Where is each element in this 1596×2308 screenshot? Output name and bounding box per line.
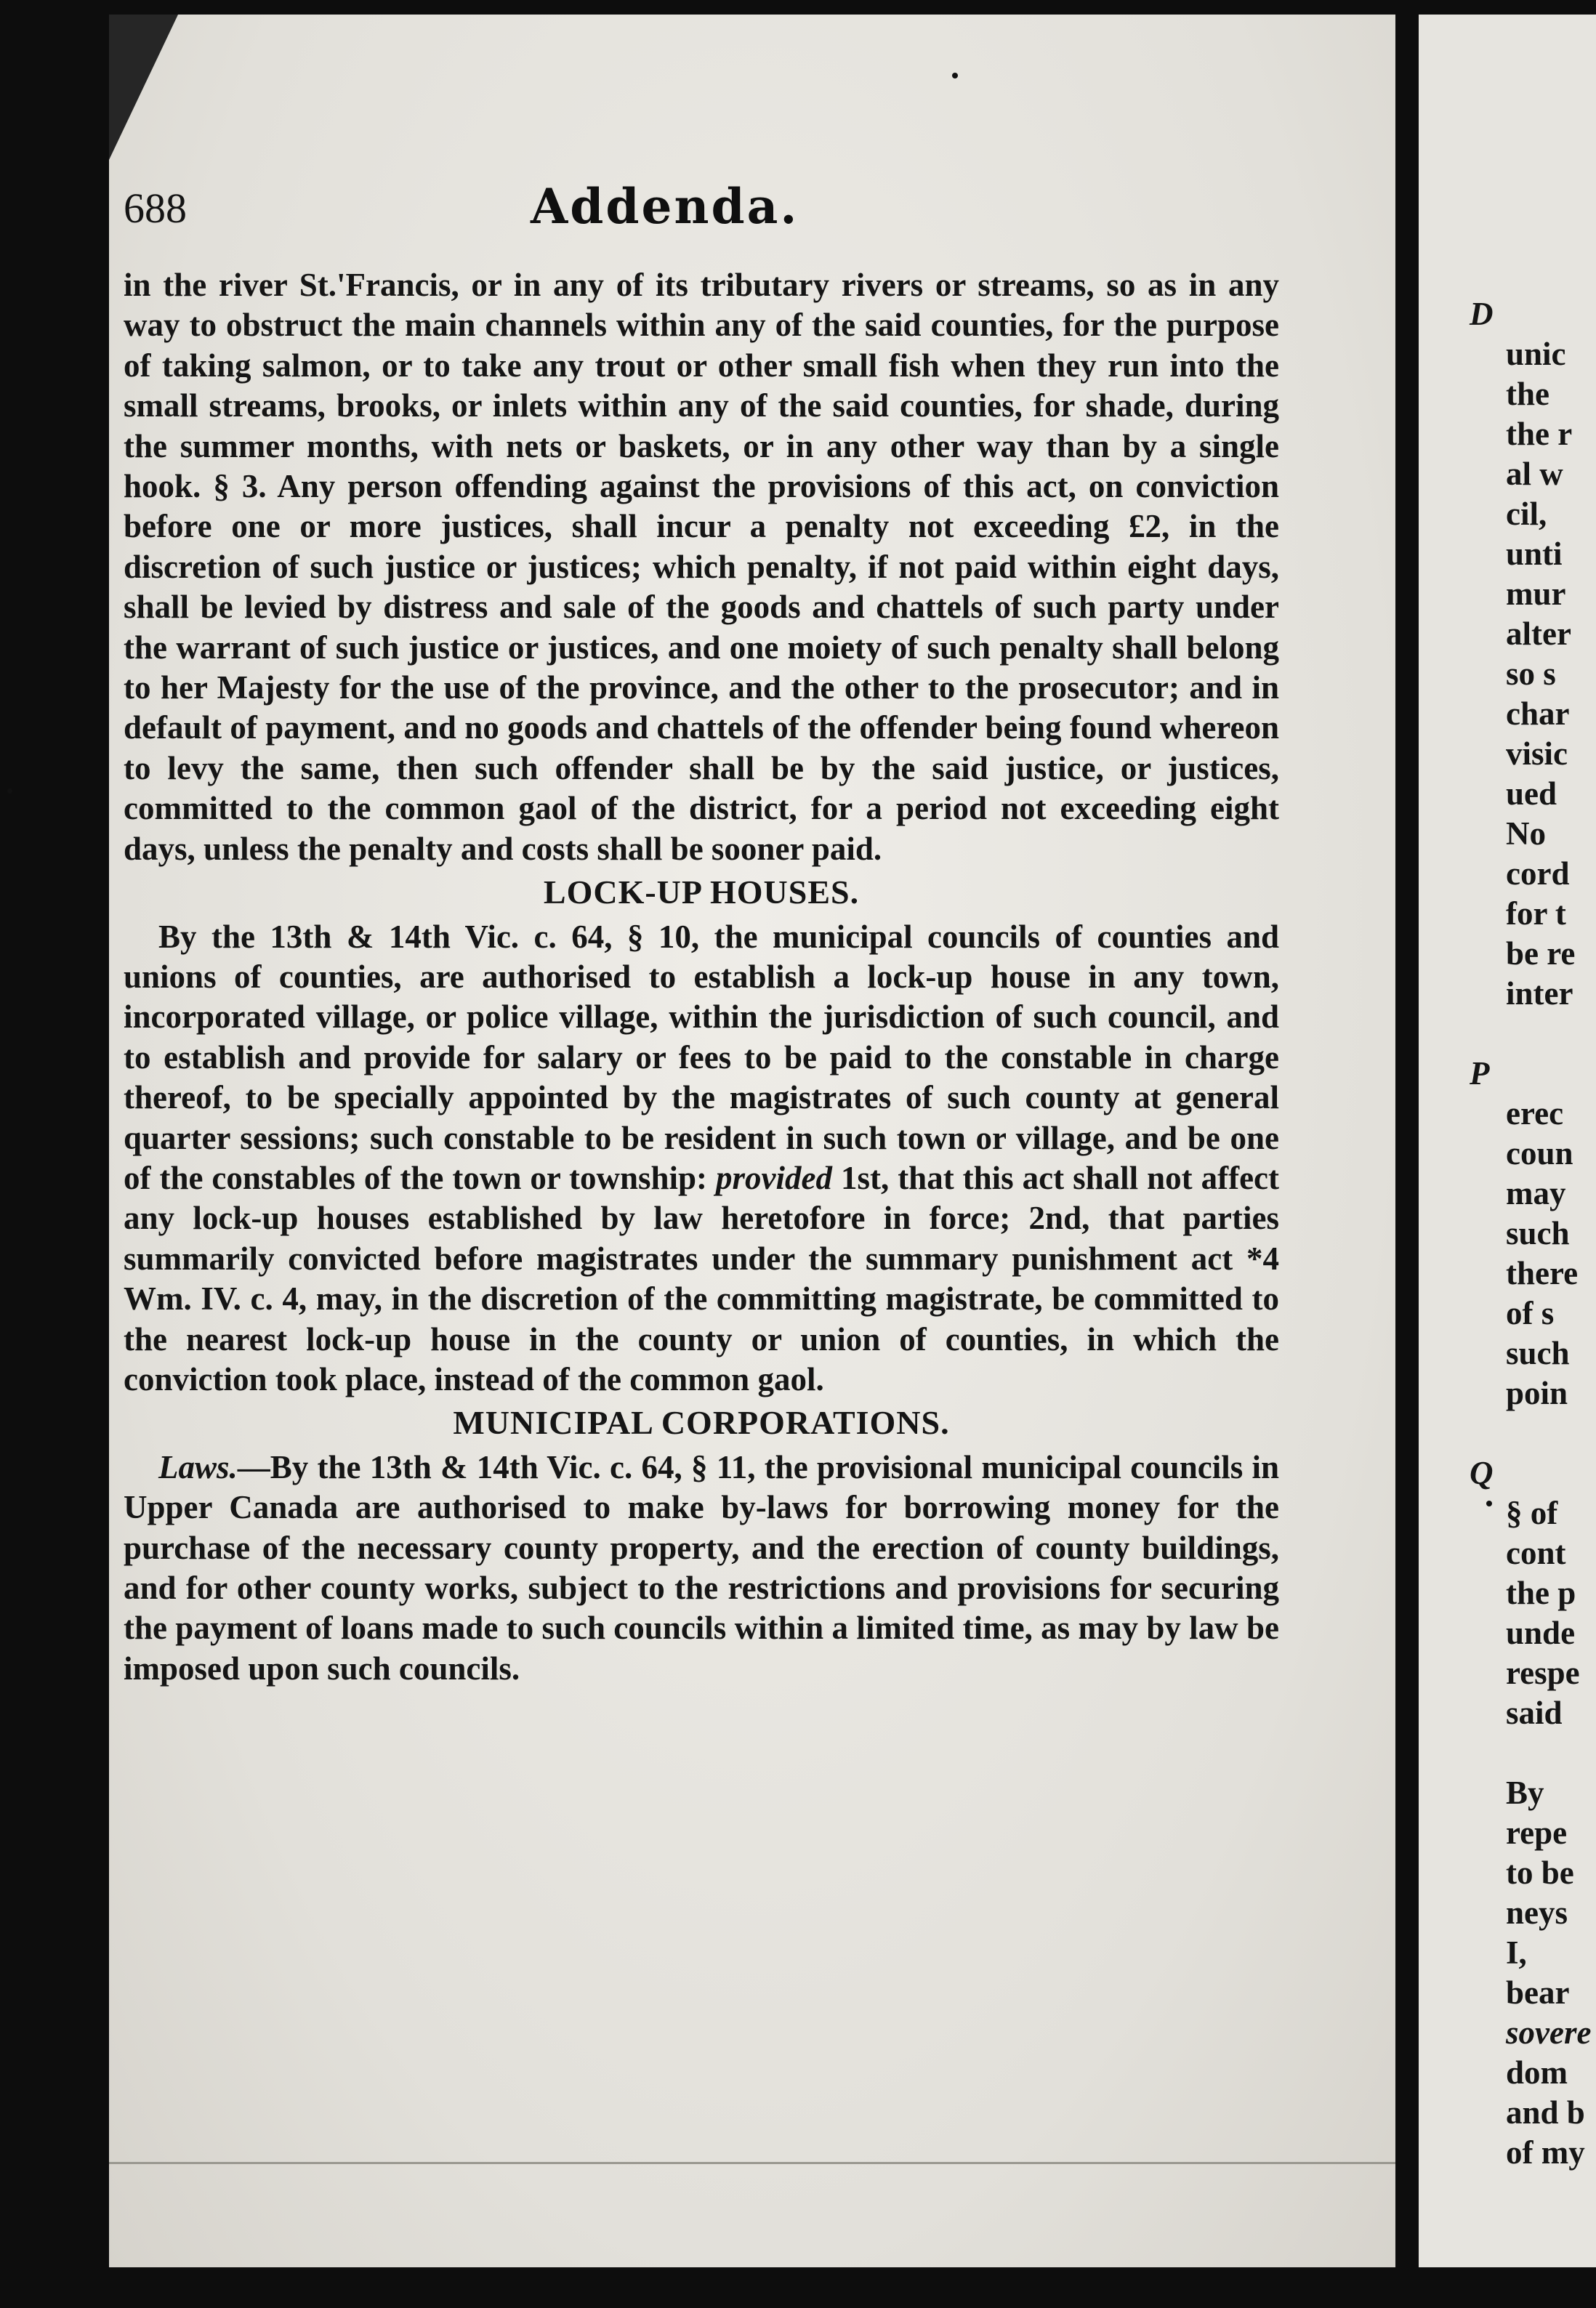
facing-page-line: ued	[1506, 775, 1557, 812]
facing-page-line: unti	[1506, 536, 1563, 572]
paragraph-lock-up-houses	[124, 917, 1279, 1400]
facing-page-line: bear	[1506, 1974, 1570, 2011]
facing-page-line: alter	[1506, 616, 1571, 652]
paragraph-lock-up-text-b: 1st, that this act shall not affect any lock-up houses established by law heretofore in force; 2nd, that parties summarily convicted before magistrates under the summary punishment act *4 Wm. IV. c. 4, may, in the discretion of the committing magistrate, be committed to the nearest lock-up house in the county or union of counties, in which the conviction took place, instead of the common gaol.	[124, 1159, 1280, 1397]
facing-page-line: such	[1506, 1335, 1570, 1371]
paragraph-municipal-laws	[124, 1448, 1279, 1689]
facing-page-line: the	[1506, 376, 1549, 412]
facing-page-line: P	[1470, 1055, 1490, 1092]
facing-page-line: there	[1506, 1255, 1579, 1291]
print-speck	[7, 788, 12, 794]
facing-page-line: char	[1506, 695, 1570, 732]
page-header	[124, 178, 1272, 243]
facing-page-line: for t	[1506, 895, 1566, 932]
laws-label: Laws.	[158, 1448, 238, 1485]
facing-page-line: D	[1470, 296, 1494, 332]
facing-page-line: Q	[1470, 1455, 1494, 1491]
facing-page-line: may	[1506, 1175, 1566, 1211]
facing-page-line: I,	[1506, 1934, 1527, 1971]
page-bottom-edge	[109, 2162, 1395, 2164]
facing-page-line: By	[1506, 1775, 1544, 1811]
print-speck	[1486, 1501, 1492, 1506]
facing-page-line: cil,	[1506, 496, 1547, 532]
facing-page-line: al w	[1506, 456, 1563, 492]
facing-page-line: unde	[1506, 1615, 1576, 1651]
facing-page-line: the p	[1506, 1575, 1576, 1611]
facing-page-line: unic	[1506, 336, 1566, 372]
page-number: 688	[124, 185, 187, 232]
facing-page-line: neys	[1506, 1895, 1568, 1931]
facing-page-line: respe	[1506, 1655, 1580, 1691]
facing-page-line: the r	[1506, 416, 1573, 452]
page-corner-shadow	[109, 15, 178, 160]
heading-municipal-corporations: MUNICIPAL CORPORATIONS.	[453, 1404, 950, 1442]
paragraph-fisheries: in the river St.'Francis, or in any of its tributary rivers or streams, so as in any way to obstruct the main channels within any of the said counties, for the purpose of taking salmon, or to take any trout or other small fish when they run into the small streams, brooks, or inlets within any of the said counties, for shade, during the summer months, with nets or baskets, or in any other way than by a single hook. § 3. Any person offending against the provisions of this act, on conviction before one or more justices, shall incur a penalty not exceeding £2, in the discretion of such justice or justices; which penalty, if not paid within eight days, shall be levied by distress and sale of the goods and chattels of such party under the warrant of such justice or justices, and one moiety of such penalty shall belong to her Majesty for the use of the province, and the other to the prosecutor; and in default of payment, and no goods and chattels of the offender being found whereon to levy the same, then such offender shall be by the said justice, or justices, committed to the common gaol of the district, for a period not exceeding eight days, unless the penalty and costs shall be sooner paid.	[124, 267, 1279, 867]
facing-page-line: such	[1506, 1215, 1570, 1251]
facing-page-line: of s	[1506, 1295, 1555, 1331]
facing-page-line: repe	[1506, 1815, 1568, 1851]
provided-word: provided	[716, 1159, 832, 1196]
facing-page-line: dom	[1506, 2054, 1568, 2091]
facing-page-line: to be	[1506, 1855, 1574, 1891]
facing-page-line: § of	[1506, 1495, 1558, 1531]
facing-page-line: cont	[1506, 1535, 1566, 1571]
facing-page-line: coun	[1506, 1135, 1573, 1171]
facing-page-fragment	[1419, 15, 1596, 2267]
facing-page-line: be re	[1506, 935, 1576, 972]
facing-page-line: sovere	[1506, 2014, 1592, 2051]
heading-lock-up-houses: LOCK-UP HOUSES.	[543, 873, 860, 911]
facing-page-line: No	[1506, 815, 1546, 852]
facing-page-line: cord	[1506, 855, 1570, 892]
paragraph-municipal-text: —By the 13th & 14th Vic. c. 64, § 11, the provisional municipal councils in Upper Canada are authorised to make by-laws for borrowing money for the purchase of the necessary county property, and the erection of county buildings, and for other county works, subject to the restrictions and provisions for securing the payment of loans made to such councils within a limited time, as may by law be imposed upon such councils.	[124, 1448, 1279, 1687]
facing-page-line: poin	[1506, 1375, 1568, 1411]
facing-page-line: inter	[1506, 975, 1573, 1012]
facing-page-line: said	[1506, 1695, 1563, 1731]
facing-page-line: visic	[1506, 735, 1568, 772]
facing-page-line: erec	[1506, 1095, 1564, 1131]
page-body	[124, 265, 1279, 1689]
facing-page-line: and b	[1506, 2094, 1585, 2131]
print-speck	[952, 73, 958, 78]
running-title: Addenda.	[531, 178, 799, 235]
facing-page-line: so s	[1506, 655, 1556, 692]
facing-page-line: mur	[1506, 576, 1566, 612]
paragraph-lock-up-text-a: By the 13th & 14th Vic. c. 64, § 10, the municipal councils of counties and unions of counties, are authorised to establish a lock-up house in any town, incorporated village, or police village, within the jurisdiction of such council, and to establish and provide for salary or fees to be paid to the constable in charge thereof, to be specially appointed by the magistrates of such county at general quarter sessions; such constable to be resident in such town or village, and be one of the constables of the town or township:	[124, 918, 1279, 1196]
facing-page-line: of my	[1506, 2134, 1585, 2171]
